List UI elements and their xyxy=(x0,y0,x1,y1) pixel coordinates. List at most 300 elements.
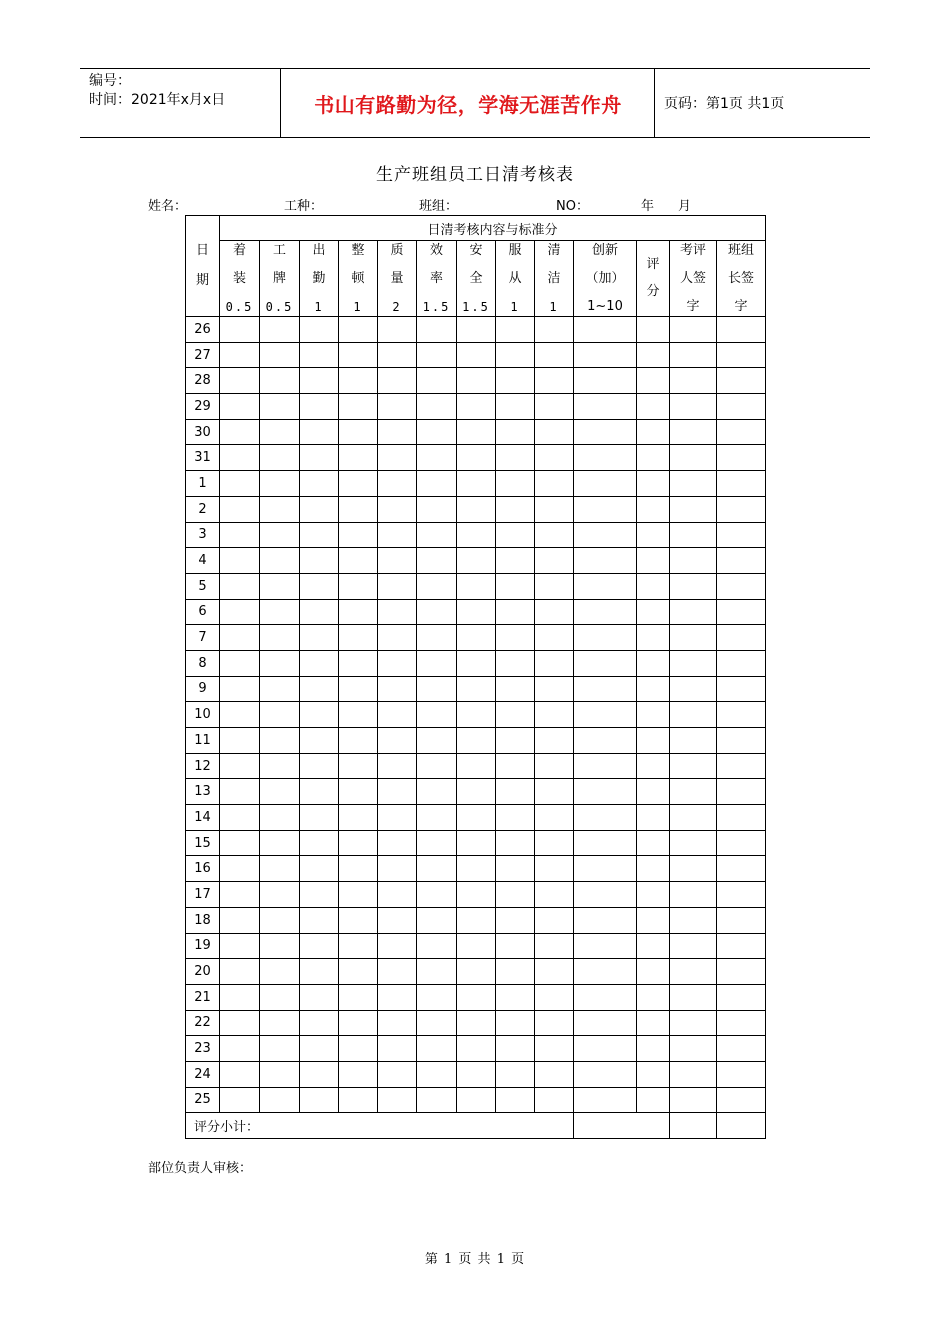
entry-cell[interactable] xyxy=(535,984,574,1010)
entry-cell[interactable] xyxy=(260,830,300,856)
entry-cell[interactable] xyxy=(339,907,378,933)
entry-cell[interactable] xyxy=(637,548,670,574)
entry-cell[interactable] xyxy=(339,419,378,445)
entry-cell[interactable] xyxy=(670,753,717,779)
entry-cell[interactable] xyxy=(457,959,496,985)
entry-cell[interactable] xyxy=(496,625,535,651)
entry-cell[interactable] xyxy=(574,907,637,933)
entry-cell[interactable] xyxy=(670,882,717,908)
entry-cell[interactable] xyxy=(670,650,717,676)
entry-cell[interactable] xyxy=(417,522,457,548)
entry-cell[interactable] xyxy=(574,317,637,343)
entry-cell[interactable] xyxy=(457,496,496,522)
entry-cell[interactable] xyxy=(417,342,457,368)
entry-cell[interactable] xyxy=(496,573,535,599)
entry-cell[interactable] xyxy=(457,445,496,471)
entry-cell[interactable] xyxy=(378,779,417,805)
entry-cell[interactable] xyxy=(496,1036,535,1062)
entry-cell[interactable] xyxy=(717,676,766,702)
entry-cell[interactable] xyxy=(300,599,339,625)
entry-cell[interactable] xyxy=(670,548,717,574)
entry-cell[interactable] xyxy=(417,317,457,343)
entry-cell[interactable] xyxy=(535,676,574,702)
entry-cell[interactable] xyxy=(339,702,378,728)
entry-cell[interactable] xyxy=(535,419,574,445)
entry-cell[interactable] xyxy=(260,471,300,497)
entry-cell[interactable] xyxy=(378,856,417,882)
entry-cell[interactable] xyxy=(220,368,260,394)
entry-cell[interactable] xyxy=(457,342,496,368)
entry-cell[interactable] xyxy=(496,959,535,985)
entry-cell[interactable] xyxy=(637,702,670,728)
entry-cell[interactable] xyxy=(670,625,717,651)
entry-cell[interactable] xyxy=(260,445,300,471)
entry-cell[interactable] xyxy=(670,933,717,959)
entry-cell[interactable] xyxy=(457,394,496,420)
entry-cell[interactable] xyxy=(574,728,637,754)
entry-cell[interactable] xyxy=(670,907,717,933)
entry-cell[interactable] xyxy=(670,599,717,625)
entry-cell[interactable] xyxy=(670,1087,717,1113)
entry-cell[interactable] xyxy=(260,548,300,574)
entry-cell[interactable] xyxy=(417,419,457,445)
entry-cell[interactable] xyxy=(378,342,417,368)
entry-cell[interactable] xyxy=(260,753,300,779)
entry-cell[interactable] xyxy=(457,548,496,574)
entry-cell[interactable] xyxy=(378,933,417,959)
entry-cell[interactable] xyxy=(574,548,637,574)
entry-cell[interactable] xyxy=(260,702,300,728)
entry-cell[interactable] xyxy=(260,882,300,908)
entry-cell[interactable] xyxy=(417,368,457,394)
entry-cell[interactable] xyxy=(220,496,260,522)
entry-cell[interactable] xyxy=(637,779,670,805)
entry-cell[interactable] xyxy=(637,471,670,497)
entry-cell[interactable] xyxy=(496,1087,535,1113)
entry-cell[interactable] xyxy=(220,1010,260,1036)
entry-cell[interactable] xyxy=(260,907,300,933)
entry-cell[interactable] xyxy=(300,959,339,985)
entry-cell[interactable] xyxy=(574,959,637,985)
entry-cell[interactable] xyxy=(717,702,766,728)
entry-cell[interactable] xyxy=(260,984,300,1010)
subtotal-reviewer-cell[interactable] xyxy=(670,1113,717,1139)
entry-cell[interactable] xyxy=(417,702,457,728)
entry-cell[interactable] xyxy=(339,856,378,882)
entry-cell[interactable] xyxy=(496,1010,535,1036)
entry-cell[interactable] xyxy=(637,1087,670,1113)
entry-cell[interactable] xyxy=(378,753,417,779)
entry-cell[interactable] xyxy=(535,702,574,728)
entry-cell[interactable] xyxy=(574,342,637,368)
entry-cell[interactable] xyxy=(535,1010,574,1036)
entry-cell[interactable] xyxy=(496,676,535,702)
entry-cell[interactable] xyxy=(496,856,535,882)
entry-cell[interactable] xyxy=(670,522,717,548)
entry-cell[interactable] xyxy=(339,625,378,651)
entry-cell[interactable] xyxy=(670,702,717,728)
entry-cell[interactable] xyxy=(496,650,535,676)
entry-cell[interactable] xyxy=(339,753,378,779)
entry-cell[interactable] xyxy=(574,1061,637,1087)
entry-cell[interactable] xyxy=(339,676,378,702)
entry-cell[interactable] xyxy=(535,445,574,471)
entry-cell[interactable] xyxy=(670,984,717,1010)
entry-cell[interactable] xyxy=(417,1010,457,1036)
entry-cell[interactable] xyxy=(574,445,637,471)
entry-cell[interactable] xyxy=(378,599,417,625)
entry-cell[interactable] xyxy=(670,573,717,599)
entry-cell[interactable] xyxy=(260,959,300,985)
entry-cell[interactable] xyxy=(637,394,670,420)
entry-cell[interactable] xyxy=(417,1061,457,1087)
entry-cell[interactable] xyxy=(300,522,339,548)
entry-cell[interactable] xyxy=(300,1061,339,1087)
entry-cell[interactable] xyxy=(637,522,670,548)
entry-cell[interactable] xyxy=(300,625,339,651)
entry-cell[interactable] xyxy=(260,419,300,445)
entry-cell[interactable] xyxy=(637,650,670,676)
entry-cell[interactable] xyxy=(535,805,574,831)
entry-cell[interactable] xyxy=(637,496,670,522)
entry-cell[interactable] xyxy=(220,856,260,882)
entry-cell[interactable] xyxy=(339,650,378,676)
entry-cell[interactable] xyxy=(300,1036,339,1062)
subtotal-leader-cell[interactable] xyxy=(717,1113,766,1139)
entry-cell[interactable] xyxy=(717,1087,766,1113)
entry-cell[interactable] xyxy=(260,805,300,831)
entry-cell[interactable] xyxy=(378,650,417,676)
entry-cell[interactable] xyxy=(417,779,457,805)
entry-cell[interactable] xyxy=(300,702,339,728)
entry-cell[interactable] xyxy=(535,1087,574,1113)
entry-cell[interactable] xyxy=(496,317,535,343)
entry-cell[interactable] xyxy=(339,728,378,754)
entry-cell[interactable] xyxy=(535,1061,574,1087)
entry-cell[interactable] xyxy=(574,471,637,497)
entry-cell[interactable] xyxy=(417,856,457,882)
entry-cell[interactable] xyxy=(339,1087,378,1113)
entry-cell[interactable] xyxy=(339,368,378,394)
entry-cell[interactable] xyxy=(670,496,717,522)
entry-cell[interactable] xyxy=(535,779,574,805)
entry-cell[interactable] xyxy=(496,599,535,625)
entry-cell[interactable] xyxy=(300,368,339,394)
entry-cell[interactable] xyxy=(574,753,637,779)
entry-cell[interactable] xyxy=(417,445,457,471)
entry-cell[interactable] xyxy=(378,317,417,343)
entry-cell[interactable] xyxy=(417,728,457,754)
entry-cell[interactable] xyxy=(496,471,535,497)
entry-cell[interactable] xyxy=(574,882,637,908)
entry-cell[interactable] xyxy=(574,650,637,676)
entry-cell[interactable] xyxy=(378,394,417,420)
entry-cell[interactable] xyxy=(260,317,300,343)
entry-cell[interactable] xyxy=(300,753,339,779)
entry-cell[interactable] xyxy=(574,984,637,1010)
entry-cell[interactable] xyxy=(574,394,637,420)
entry-cell[interactable] xyxy=(670,959,717,985)
entry-cell[interactable] xyxy=(637,317,670,343)
entry-cell[interactable] xyxy=(260,573,300,599)
entry-cell[interactable] xyxy=(300,856,339,882)
entry-cell[interactable] xyxy=(535,496,574,522)
entry-cell[interactable] xyxy=(339,471,378,497)
entry-cell[interactable] xyxy=(535,342,574,368)
entry-cell[interactable] xyxy=(496,394,535,420)
subtotal-score-cell[interactable] xyxy=(574,1113,670,1139)
entry-cell[interactable] xyxy=(339,830,378,856)
entry-cell[interactable] xyxy=(574,625,637,651)
entry-cell[interactable] xyxy=(417,959,457,985)
entry-cell[interactable] xyxy=(457,933,496,959)
entry-cell[interactable] xyxy=(220,702,260,728)
entry-cell[interactable] xyxy=(339,445,378,471)
entry-cell[interactable] xyxy=(496,1061,535,1087)
entry-cell[interactable] xyxy=(670,779,717,805)
entry-cell[interactable] xyxy=(339,882,378,908)
entry-cell[interactable] xyxy=(637,342,670,368)
entry-cell[interactable] xyxy=(339,959,378,985)
entry-cell[interactable] xyxy=(300,445,339,471)
entry-cell[interactable] xyxy=(717,548,766,574)
entry-cell[interactable] xyxy=(260,728,300,754)
entry-cell[interactable] xyxy=(670,676,717,702)
entry-cell[interactable] xyxy=(220,1087,260,1113)
entry-cell[interactable] xyxy=(220,419,260,445)
entry-cell[interactable] xyxy=(535,959,574,985)
entry-cell[interactable] xyxy=(260,522,300,548)
entry-cell[interactable] xyxy=(339,805,378,831)
entry-cell[interactable] xyxy=(535,573,574,599)
entry-cell[interactable] xyxy=(339,573,378,599)
entry-cell[interactable] xyxy=(300,573,339,599)
entry-cell[interactable] xyxy=(260,779,300,805)
entry-cell[interactable] xyxy=(378,830,417,856)
entry-cell[interactable] xyxy=(339,933,378,959)
entry-cell[interactable] xyxy=(457,471,496,497)
entry-cell[interactable] xyxy=(300,805,339,831)
entry-cell[interactable] xyxy=(535,599,574,625)
entry-cell[interactable] xyxy=(496,368,535,394)
entry-cell[interactable] xyxy=(300,728,339,754)
entry-cell[interactable] xyxy=(378,728,417,754)
entry-cell[interactable] xyxy=(220,394,260,420)
entry-cell[interactable] xyxy=(535,522,574,548)
entry-cell[interactable] xyxy=(670,317,717,343)
entry-cell[interactable] xyxy=(717,394,766,420)
entry-cell[interactable] xyxy=(670,830,717,856)
entry-cell[interactable] xyxy=(417,753,457,779)
entry-cell[interactable] xyxy=(378,959,417,985)
entry-cell[interactable] xyxy=(496,882,535,908)
entry-cell[interactable] xyxy=(417,625,457,651)
entry-cell[interactable] xyxy=(496,753,535,779)
entry-cell[interactable] xyxy=(535,933,574,959)
entry-cell[interactable] xyxy=(300,907,339,933)
entry-cell[interactable] xyxy=(260,599,300,625)
entry-cell[interactable] xyxy=(670,419,717,445)
entry-cell[interactable] xyxy=(220,882,260,908)
entry-cell[interactable] xyxy=(378,984,417,1010)
entry-cell[interactable] xyxy=(339,1010,378,1036)
entry-cell[interactable] xyxy=(574,496,637,522)
entry-cell[interactable] xyxy=(717,959,766,985)
entry-cell[interactable] xyxy=(717,1010,766,1036)
entry-cell[interactable] xyxy=(220,805,260,831)
entry-cell[interactable] xyxy=(378,573,417,599)
entry-cell[interactable] xyxy=(717,573,766,599)
entry-cell[interactable] xyxy=(574,856,637,882)
entry-cell[interactable] xyxy=(417,548,457,574)
entry-cell[interactable] xyxy=(670,728,717,754)
entry-cell[interactable] xyxy=(339,317,378,343)
entry-cell[interactable] xyxy=(637,728,670,754)
entry-cell[interactable] xyxy=(457,753,496,779)
entry-cell[interactable] xyxy=(535,317,574,343)
entry-cell[interactable] xyxy=(300,676,339,702)
entry-cell[interactable] xyxy=(417,933,457,959)
entry-cell[interactable] xyxy=(457,625,496,651)
entry-cell[interactable] xyxy=(260,1061,300,1087)
entry-cell[interactable] xyxy=(535,394,574,420)
entry-cell[interactable] xyxy=(574,830,637,856)
entry-cell[interactable] xyxy=(637,676,670,702)
entry-cell[interactable] xyxy=(417,496,457,522)
entry-cell[interactable] xyxy=(535,650,574,676)
entry-cell[interactable] xyxy=(574,368,637,394)
entry-cell[interactable] xyxy=(574,573,637,599)
entry-cell[interactable] xyxy=(339,496,378,522)
entry-cell[interactable] xyxy=(496,548,535,574)
entry-cell[interactable] xyxy=(457,676,496,702)
entry-cell[interactable] xyxy=(417,882,457,908)
entry-cell[interactable] xyxy=(717,317,766,343)
entry-cell[interactable] xyxy=(535,548,574,574)
entry-cell[interactable] xyxy=(220,342,260,368)
entry-cell[interactable] xyxy=(300,882,339,908)
entry-cell[interactable] xyxy=(378,907,417,933)
entry-cell[interactable] xyxy=(220,830,260,856)
entry-cell[interactable] xyxy=(260,933,300,959)
entry-cell[interactable] xyxy=(670,1010,717,1036)
entry-cell[interactable] xyxy=(574,1010,637,1036)
entry-cell[interactable] xyxy=(220,779,260,805)
entry-cell[interactable] xyxy=(300,394,339,420)
entry-cell[interactable] xyxy=(417,1087,457,1113)
entry-cell[interactable] xyxy=(670,1061,717,1087)
entry-cell[interactable] xyxy=(717,805,766,831)
entry-cell[interactable] xyxy=(457,1036,496,1062)
entry-cell[interactable] xyxy=(535,368,574,394)
entry-cell[interactable] xyxy=(574,805,637,831)
entry-cell[interactable] xyxy=(717,779,766,805)
entry-cell[interactable] xyxy=(378,445,417,471)
entry-cell[interactable] xyxy=(717,984,766,1010)
entry-cell[interactable] xyxy=(339,1061,378,1087)
entry-cell[interactable] xyxy=(378,882,417,908)
entry-cell[interactable] xyxy=(496,496,535,522)
entry-cell[interactable] xyxy=(220,933,260,959)
entry-cell[interactable] xyxy=(637,368,670,394)
entry-cell[interactable] xyxy=(717,471,766,497)
entry-cell[interactable] xyxy=(417,1036,457,1062)
entry-cell[interactable] xyxy=(457,317,496,343)
entry-cell[interactable] xyxy=(574,702,637,728)
entry-cell[interactable] xyxy=(717,753,766,779)
entry-cell[interactable] xyxy=(220,753,260,779)
entry-cell[interactable] xyxy=(717,1036,766,1062)
entry-cell[interactable] xyxy=(417,599,457,625)
entry-cell[interactable] xyxy=(574,933,637,959)
entry-cell[interactable] xyxy=(417,984,457,1010)
entry-cell[interactable] xyxy=(670,445,717,471)
entry-cell[interactable] xyxy=(220,984,260,1010)
entry-cell[interactable] xyxy=(670,394,717,420)
entry-cell[interactable] xyxy=(457,1087,496,1113)
entry-cell[interactable] xyxy=(220,1061,260,1087)
entry-cell[interactable] xyxy=(535,728,574,754)
entry-cell[interactable] xyxy=(378,676,417,702)
entry-cell[interactable] xyxy=(637,573,670,599)
entry-cell[interactable] xyxy=(300,984,339,1010)
entry-cell[interactable] xyxy=(457,856,496,882)
entry-cell[interactable] xyxy=(457,573,496,599)
entry-cell[interactable] xyxy=(717,342,766,368)
entry-cell[interactable] xyxy=(220,1036,260,1062)
entry-cell[interactable] xyxy=(496,779,535,805)
entry-cell[interactable] xyxy=(457,1010,496,1036)
entry-cell[interactable] xyxy=(637,1010,670,1036)
entry-cell[interactable] xyxy=(457,907,496,933)
entry-cell[interactable] xyxy=(260,1036,300,1062)
entry-cell[interactable] xyxy=(717,856,766,882)
entry-cell[interactable] xyxy=(260,625,300,651)
entry-cell[interactable] xyxy=(496,728,535,754)
entry-cell[interactable] xyxy=(260,650,300,676)
entry-cell[interactable] xyxy=(260,1087,300,1113)
entry-cell[interactable] xyxy=(535,830,574,856)
entry-cell[interactable] xyxy=(457,522,496,548)
entry-cell[interactable] xyxy=(260,342,300,368)
entry-cell[interactable] xyxy=(378,1010,417,1036)
entry-cell[interactable] xyxy=(637,1061,670,1087)
entry-cell[interactable] xyxy=(417,805,457,831)
entry-cell[interactable] xyxy=(220,548,260,574)
entry-cell[interactable] xyxy=(339,342,378,368)
entry-cell[interactable] xyxy=(637,599,670,625)
entry-cell[interactable] xyxy=(300,933,339,959)
entry-cell[interactable] xyxy=(417,830,457,856)
entry-cell[interactable] xyxy=(339,984,378,1010)
entry-cell[interactable] xyxy=(220,445,260,471)
entry-cell[interactable] xyxy=(378,496,417,522)
entry-cell[interactable] xyxy=(457,368,496,394)
entry-cell[interactable] xyxy=(637,753,670,779)
entry-cell[interactable] xyxy=(457,805,496,831)
entry-cell[interactable] xyxy=(417,907,457,933)
entry-cell[interactable] xyxy=(378,1061,417,1087)
entry-cell[interactable] xyxy=(457,779,496,805)
entry-cell[interactable] xyxy=(378,522,417,548)
entry-cell[interactable] xyxy=(300,496,339,522)
entry-cell[interactable] xyxy=(717,599,766,625)
entry-cell[interactable] xyxy=(637,805,670,831)
entry-cell[interactable] xyxy=(637,907,670,933)
entry-cell[interactable] xyxy=(417,573,457,599)
entry-cell[interactable] xyxy=(417,650,457,676)
entry-cell[interactable] xyxy=(300,1087,339,1113)
